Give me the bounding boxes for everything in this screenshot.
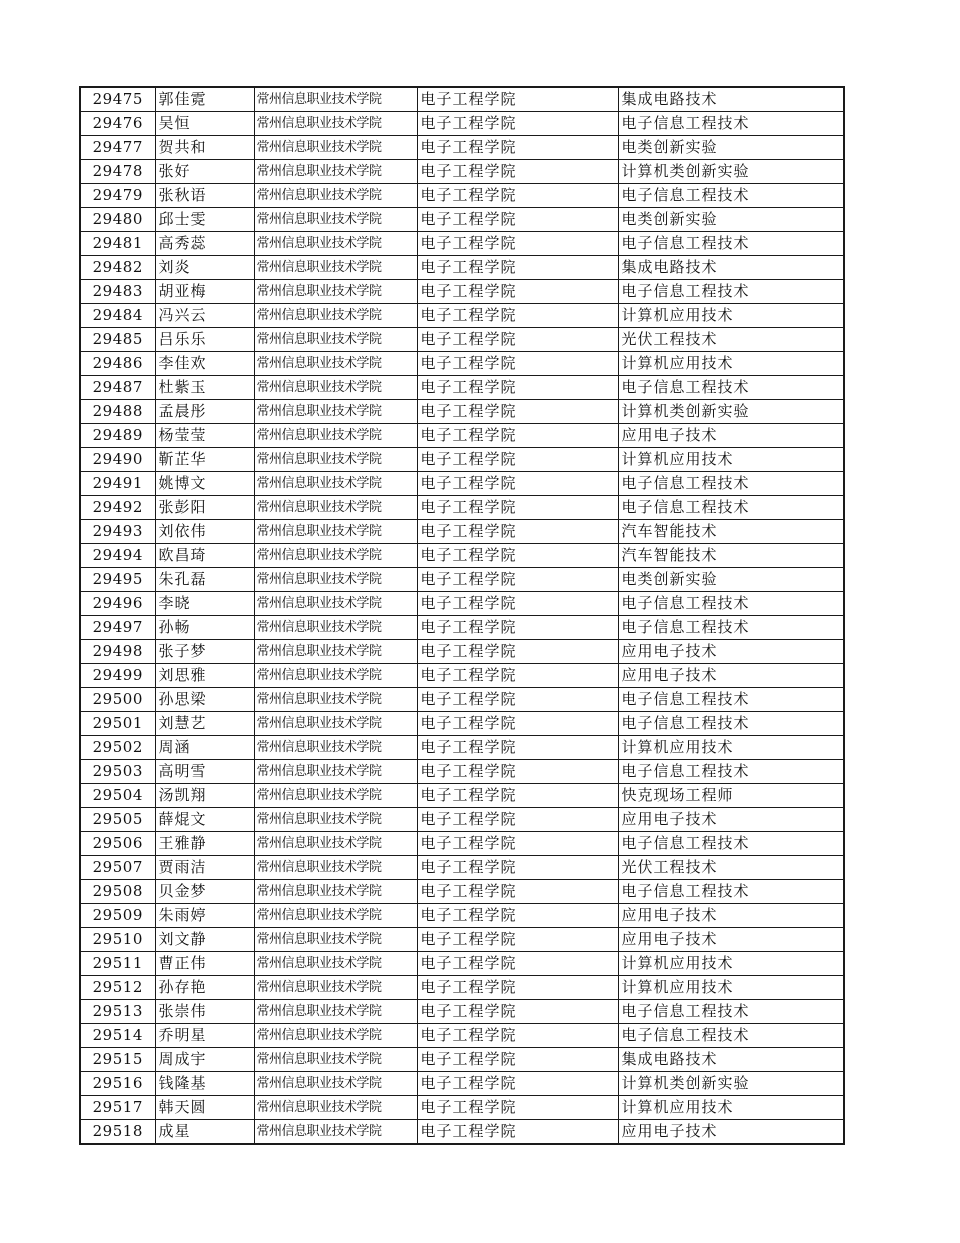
- table-row: [80, 424, 844, 448]
- major-cell: 计算机应用技术: [618, 736, 844, 760]
- school-cell: 常州信息职业技术学院: [254, 1048, 417, 1072]
- student-id-cell: 29498: [80, 640, 155, 664]
- student-name-cell: 张崇伟: [155, 1000, 254, 1024]
- college-cell: 电子工程学院: [417, 136, 618, 160]
- college-cell: 电子工程学院: [417, 256, 618, 280]
- table-row: [80, 520, 844, 544]
- student-id-cell: 29510: [80, 928, 155, 952]
- school-cell: 常州信息职业技术学院: [254, 880, 417, 904]
- student-id-cell: 29478: [80, 160, 155, 184]
- school-cell: 常州信息职业技术学院: [254, 856, 417, 880]
- table-row: [80, 904, 844, 928]
- student-name-cell: 欧昌琦: [155, 544, 254, 568]
- student-name-cell: 朱孔磊: [155, 568, 254, 592]
- college-cell: 电子工程学院: [417, 880, 618, 904]
- major-cell: 电子信息工程技术: [618, 496, 844, 520]
- school-cell: 常州信息职业技术学院: [254, 520, 417, 544]
- student-name-cell: 孙存艳: [155, 976, 254, 1000]
- college-cell: 电子工程学院: [417, 520, 618, 544]
- college-cell: 电子工程学院: [417, 1048, 618, 1072]
- major-cell: 电子信息工程技术: [618, 184, 844, 208]
- major-cell: 光伏工程技术: [618, 856, 844, 880]
- table-row: [80, 376, 844, 400]
- college-cell: 电子工程学院: [417, 400, 618, 424]
- school-cell: 常州信息职业技术学院: [254, 592, 417, 616]
- school-cell: 常州信息职业技术学院: [254, 352, 417, 376]
- student-id-cell: 29494: [80, 544, 155, 568]
- table-row: [80, 976, 844, 1000]
- table-row: [80, 544, 844, 568]
- college-cell: 电子工程学院: [417, 472, 618, 496]
- major-cell: 电子信息工程技术: [618, 1000, 844, 1024]
- student-name-cell: 刘炎: [155, 256, 254, 280]
- student-id-cell: 29479: [80, 184, 155, 208]
- major-cell: 计算机应用技术: [618, 352, 844, 376]
- major-cell: 电子信息工程技术: [618, 760, 844, 784]
- school-cell: 常州信息职业技术学院: [254, 1096, 417, 1120]
- college-cell: 电子工程学院: [417, 808, 618, 832]
- major-cell: 快克现场工程师: [618, 784, 844, 808]
- major-cell: 计算机类创新实验: [618, 1072, 844, 1096]
- table-row: [80, 568, 844, 592]
- college-cell: 电子工程学院: [417, 688, 618, 712]
- student-id-cell: 29495: [80, 568, 155, 592]
- major-cell: 应用电子技术: [618, 1120, 844, 1145]
- table-row: [80, 352, 844, 376]
- major-cell: 电类创新实验: [618, 136, 844, 160]
- student-name-cell: 乔明星: [155, 1024, 254, 1048]
- student-name-cell: 杜紫玉: [155, 376, 254, 400]
- school-cell: 常州信息职业技术学院: [254, 136, 417, 160]
- college-cell: 电子工程学院: [417, 1096, 618, 1120]
- table-row: [80, 1000, 844, 1024]
- student-name-cell: 孙畅: [155, 616, 254, 640]
- student-name-cell: 周成宇: [155, 1048, 254, 1072]
- student-id-cell: 29482: [80, 256, 155, 280]
- major-cell: 汽车智能技术: [618, 544, 844, 568]
- student-name-cell: 杨莹莹: [155, 424, 254, 448]
- major-cell: 应用电子技术: [618, 904, 844, 928]
- major-cell: 电子信息工程技术: [618, 376, 844, 400]
- table-row: [80, 1024, 844, 1048]
- major-cell: 电子信息工程技术: [618, 280, 844, 304]
- major-cell: 电子信息工程技术: [618, 592, 844, 616]
- student-name-cell: 贺共和: [155, 136, 254, 160]
- school-cell: 常州信息职业技术学院: [254, 736, 417, 760]
- school-cell: 常州信息职业技术学院: [254, 1120, 417, 1145]
- student-id-cell: 29516: [80, 1072, 155, 1096]
- college-cell: 电子工程学院: [417, 232, 618, 256]
- school-cell: 常州信息职业技术学院: [254, 472, 417, 496]
- school-cell: 常州信息职业技术学院: [254, 496, 417, 520]
- major-cell: 电子信息工程技术: [618, 712, 844, 736]
- school-cell: 常州信息职业技术学院: [254, 1024, 417, 1048]
- table-row: [80, 832, 844, 856]
- student-name-cell: 刘慧艺: [155, 712, 254, 736]
- school-cell: 常州信息职业技术学院: [254, 712, 417, 736]
- major-cell: 电子信息工程技术: [618, 880, 844, 904]
- school-cell: 常州信息职业技术学院: [254, 664, 417, 688]
- school-cell: 常州信息职业技术学院: [254, 760, 417, 784]
- college-cell: 电子工程学院: [417, 87, 618, 112]
- student-name-cell: 刘依伟: [155, 520, 254, 544]
- school-cell: 常州信息职业技术学院: [254, 448, 417, 472]
- student-id-cell: 29502: [80, 736, 155, 760]
- school-cell: 常州信息职业技术学院: [254, 1000, 417, 1024]
- school-cell: 常州信息职业技术学院: [254, 87, 417, 112]
- major-cell: 电子信息工程技术: [618, 616, 844, 640]
- student-name-cell: 王雅静: [155, 832, 254, 856]
- major-cell: 应用电子技术: [618, 664, 844, 688]
- school-cell: 常州信息职业技术学院: [254, 424, 417, 448]
- major-cell: 应用电子技术: [618, 640, 844, 664]
- college-cell: 电子工程学院: [417, 424, 618, 448]
- student-name-cell: 靳芷华: [155, 448, 254, 472]
- table-row: [80, 472, 844, 496]
- student-id-cell: 29508: [80, 880, 155, 904]
- college-cell: 电子工程学院: [417, 1120, 618, 1145]
- table-row: [80, 952, 844, 976]
- major-cell: 应用电子技术: [618, 424, 844, 448]
- table-row: [80, 1120, 844, 1145]
- college-cell: 电子工程学院: [417, 184, 618, 208]
- college-cell: 电子工程学院: [417, 496, 618, 520]
- table-row: [80, 616, 844, 640]
- student-id-cell: 29487: [80, 376, 155, 400]
- college-cell: 电子工程学院: [417, 328, 618, 352]
- student-id-cell: 29483: [80, 280, 155, 304]
- table-row: [80, 664, 844, 688]
- table-row: [80, 712, 844, 736]
- major-cell: 电类创新实验: [618, 568, 844, 592]
- major-cell: 应用电子技术: [618, 928, 844, 952]
- major-cell: 电子信息工程技术: [618, 1024, 844, 1048]
- student-id-cell: 29497: [80, 616, 155, 640]
- school-cell: 常州信息职业技术学院: [254, 256, 417, 280]
- student-name-cell: 张子梦: [155, 640, 254, 664]
- table-row: [80, 304, 844, 328]
- college-cell: 电子工程学院: [417, 448, 618, 472]
- student-name-cell: 高秀蕊: [155, 232, 254, 256]
- school-cell: 常州信息职业技术学院: [254, 280, 417, 304]
- college-cell: 电子工程学院: [417, 568, 618, 592]
- school-cell: 常州信息职业技术学院: [254, 112, 417, 136]
- student-name-cell: 汤凯翔: [155, 784, 254, 808]
- school-cell: 常州信息职业技术学院: [254, 568, 417, 592]
- student-id-cell: 29505: [80, 808, 155, 832]
- major-cell: 电子信息工程技术: [618, 112, 844, 136]
- college-cell: 电子工程学院: [417, 976, 618, 1000]
- table-row: [80, 160, 844, 184]
- college-cell: 电子工程学院: [417, 784, 618, 808]
- table-row: [80, 280, 844, 304]
- student-id-cell: 29514: [80, 1024, 155, 1048]
- college-cell: 电子工程学院: [417, 160, 618, 184]
- student-id-cell: 29491: [80, 472, 155, 496]
- college-cell: 电子工程学院: [417, 376, 618, 400]
- school-cell: 常州信息职业技术学院: [254, 928, 417, 952]
- school-cell: 常州信息职业技术学院: [254, 616, 417, 640]
- table-row: [80, 760, 844, 784]
- student-id-cell: 29511: [80, 952, 155, 976]
- student-id-cell: 29481: [80, 232, 155, 256]
- college-cell: 电子工程学院: [417, 544, 618, 568]
- student-id-cell: 29486: [80, 352, 155, 376]
- school-cell: 常州信息职业技术学院: [254, 376, 417, 400]
- student-name-cell: 张秋语: [155, 184, 254, 208]
- major-cell: 计算机应用技术: [618, 976, 844, 1000]
- school-cell: 常州信息职业技术学院: [254, 208, 417, 232]
- table-row: [80, 592, 844, 616]
- student-name-cell: 郭佳霓: [155, 87, 254, 112]
- student-name-cell: 贝金梦: [155, 880, 254, 904]
- student-name-cell: 刘文静: [155, 928, 254, 952]
- table-row: [80, 880, 844, 904]
- table-row: [80, 1072, 844, 1096]
- student-id-cell: 29489: [80, 424, 155, 448]
- table-body: [80, 87, 844, 1144]
- student-id-cell: 29493: [80, 520, 155, 544]
- student-id-cell: 29477: [80, 136, 155, 160]
- table-row: [80, 808, 844, 832]
- major-cell: 计算机类创新实验: [618, 160, 844, 184]
- table-row: [80, 208, 844, 232]
- college-cell: 电子工程学院: [417, 736, 618, 760]
- major-cell: 计算机应用技术: [618, 448, 844, 472]
- college-cell: 电子工程学院: [417, 616, 618, 640]
- school-cell: 常州信息职业技术学院: [254, 976, 417, 1000]
- student-name-cell: 周涵: [155, 736, 254, 760]
- table-row: [80, 736, 844, 760]
- student-name-cell: 李佳欢: [155, 352, 254, 376]
- student-id-cell: 29499: [80, 664, 155, 688]
- table-row: [80, 184, 844, 208]
- college-cell: 电子工程学院: [417, 928, 618, 952]
- college-cell: 电子工程学院: [417, 352, 618, 376]
- table-row: [80, 496, 844, 520]
- major-cell: 电子信息工程技术: [618, 832, 844, 856]
- student-name-cell: 钱隆基: [155, 1072, 254, 1096]
- major-cell: 应用电子技术: [618, 808, 844, 832]
- college-cell: 电子工程学院: [417, 952, 618, 976]
- college-cell: 电子工程学院: [417, 904, 618, 928]
- college-cell: 电子工程学院: [417, 280, 618, 304]
- major-cell: 电子信息工程技术: [618, 472, 844, 496]
- student-id-cell: 29503: [80, 760, 155, 784]
- college-cell: 电子工程学院: [417, 1072, 618, 1096]
- school-cell: 常州信息职业技术学院: [254, 808, 417, 832]
- table-row: [80, 136, 844, 160]
- student-name-cell: 孙思梁: [155, 688, 254, 712]
- student-name-cell: 曹正伟: [155, 952, 254, 976]
- student-id-cell: 29476: [80, 112, 155, 136]
- student-id-cell: 29518: [80, 1120, 155, 1145]
- student-id-cell: 29500: [80, 688, 155, 712]
- school-cell: 常州信息职业技术学院: [254, 640, 417, 664]
- school-cell: 常州信息职业技术学院: [254, 904, 417, 928]
- student-id-cell: 29492: [80, 496, 155, 520]
- table-row: [80, 640, 844, 664]
- college-cell: 电子工程学院: [417, 664, 618, 688]
- student-id-cell: 29504: [80, 784, 155, 808]
- student-id-cell: 29517: [80, 1096, 155, 1120]
- student-id-cell: 29496: [80, 592, 155, 616]
- school-cell: 常州信息职业技术学院: [254, 232, 417, 256]
- major-cell: 汽车智能技术: [618, 520, 844, 544]
- student-name-cell: 朱雨婷: [155, 904, 254, 928]
- school-cell: 常州信息职业技术学院: [254, 952, 417, 976]
- table-row: [80, 928, 844, 952]
- student-name-cell: 薛焜文: [155, 808, 254, 832]
- major-cell: 集成电路技术: [618, 256, 844, 280]
- table-row: [80, 328, 844, 352]
- college-cell: 电子工程学院: [417, 712, 618, 736]
- major-cell: 集成电路技术: [618, 1048, 844, 1072]
- student-name-cell: 李晓: [155, 592, 254, 616]
- major-cell: 电类创新实验: [618, 208, 844, 232]
- college-cell: 电子工程学院: [417, 208, 618, 232]
- college-cell: 电子工程学院: [417, 640, 618, 664]
- student-name-cell: 韩天圆: [155, 1096, 254, 1120]
- student-id-cell: 29484: [80, 304, 155, 328]
- student-id-cell: 29509: [80, 904, 155, 928]
- school-cell: 常州信息职业技术学院: [254, 184, 417, 208]
- student-name-cell: 邱士雯: [155, 208, 254, 232]
- table-row: [80, 112, 844, 136]
- student-id-cell: 29488: [80, 400, 155, 424]
- college-cell: 电子工程学院: [417, 832, 618, 856]
- college-cell: 电子工程学院: [417, 1000, 618, 1024]
- table-row: [80, 1048, 844, 1072]
- major-cell: 计算机应用技术: [618, 304, 844, 328]
- major-cell: 光伏工程技术: [618, 328, 844, 352]
- student-list-table: [79, 86, 845, 1145]
- major-cell: 集成电路技术: [618, 87, 844, 112]
- student-name-cell: 姚博文: [155, 472, 254, 496]
- student-id-cell: 29490: [80, 448, 155, 472]
- school-cell: 常州信息职业技术学院: [254, 544, 417, 568]
- table-row: [80, 784, 844, 808]
- student-id-cell: 29507: [80, 856, 155, 880]
- table-row: [80, 856, 844, 880]
- student-name-cell: 贾雨洁: [155, 856, 254, 880]
- student-id-cell: 29512: [80, 976, 155, 1000]
- major-cell: 电子信息工程技术: [618, 232, 844, 256]
- table-row: [80, 232, 844, 256]
- school-cell: 常州信息职业技术学院: [254, 304, 417, 328]
- college-cell: 电子工程学院: [417, 856, 618, 880]
- student-name-cell: 孟晨彤: [155, 400, 254, 424]
- school-cell: 常州信息职业技术学院: [254, 832, 417, 856]
- table-row: [80, 87, 844, 112]
- table-row: [80, 1096, 844, 1120]
- major-cell: 计算机应用技术: [618, 1096, 844, 1120]
- student-id-cell: 29506: [80, 832, 155, 856]
- table-row: [80, 448, 844, 472]
- college-cell: 电子工程学院: [417, 760, 618, 784]
- college-cell: 电子工程学院: [417, 304, 618, 328]
- student-id-cell: 29475: [80, 87, 155, 112]
- student-name-cell: 冯兴云: [155, 304, 254, 328]
- student-id-cell: 29480: [80, 208, 155, 232]
- school-cell: 常州信息职业技术学院: [254, 328, 417, 352]
- student-id-cell: 29501: [80, 712, 155, 736]
- school-cell: 常州信息职业技术学院: [254, 784, 417, 808]
- student-name-cell: 胡亚梅: [155, 280, 254, 304]
- college-cell: 电子工程学院: [417, 592, 618, 616]
- college-cell: 电子工程学院: [417, 112, 618, 136]
- college-cell: 电子工程学院: [417, 1024, 618, 1048]
- student-name-cell: 张好: [155, 160, 254, 184]
- major-cell: 电子信息工程技术: [618, 688, 844, 712]
- major-cell: 计算机类创新实验: [618, 400, 844, 424]
- student-name-cell: 张彭阳: [155, 496, 254, 520]
- student-name-cell: 高明雪: [155, 760, 254, 784]
- table-row: [80, 688, 844, 712]
- student-name-cell: 刘思雅: [155, 664, 254, 688]
- major-cell: 计算机应用技术: [618, 952, 844, 976]
- table-row: [80, 400, 844, 424]
- student-id-cell: 29513: [80, 1000, 155, 1024]
- student-id-cell: 29515: [80, 1048, 155, 1072]
- student-name-cell: 吕乐乐: [155, 328, 254, 352]
- school-cell: 常州信息职业技术学院: [254, 160, 417, 184]
- school-cell: 常州信息职业技术学院: [254, 688, 417, 712]
- school-cell: 常州信息职业技术学院: [254, 400, 417, 424]
- student-name-cell: 成星: [155, 1120, 254, 1145]
- student-name-cell: 吴恒: [155, 112, 254, 136]
- table-row: [80, 256, 844, 280]
- school-cell: 常州信息职业技术学院: [254, 1072, 417, 1096]
- student-id-cell: 29485: [80, 328, 155, 352]
